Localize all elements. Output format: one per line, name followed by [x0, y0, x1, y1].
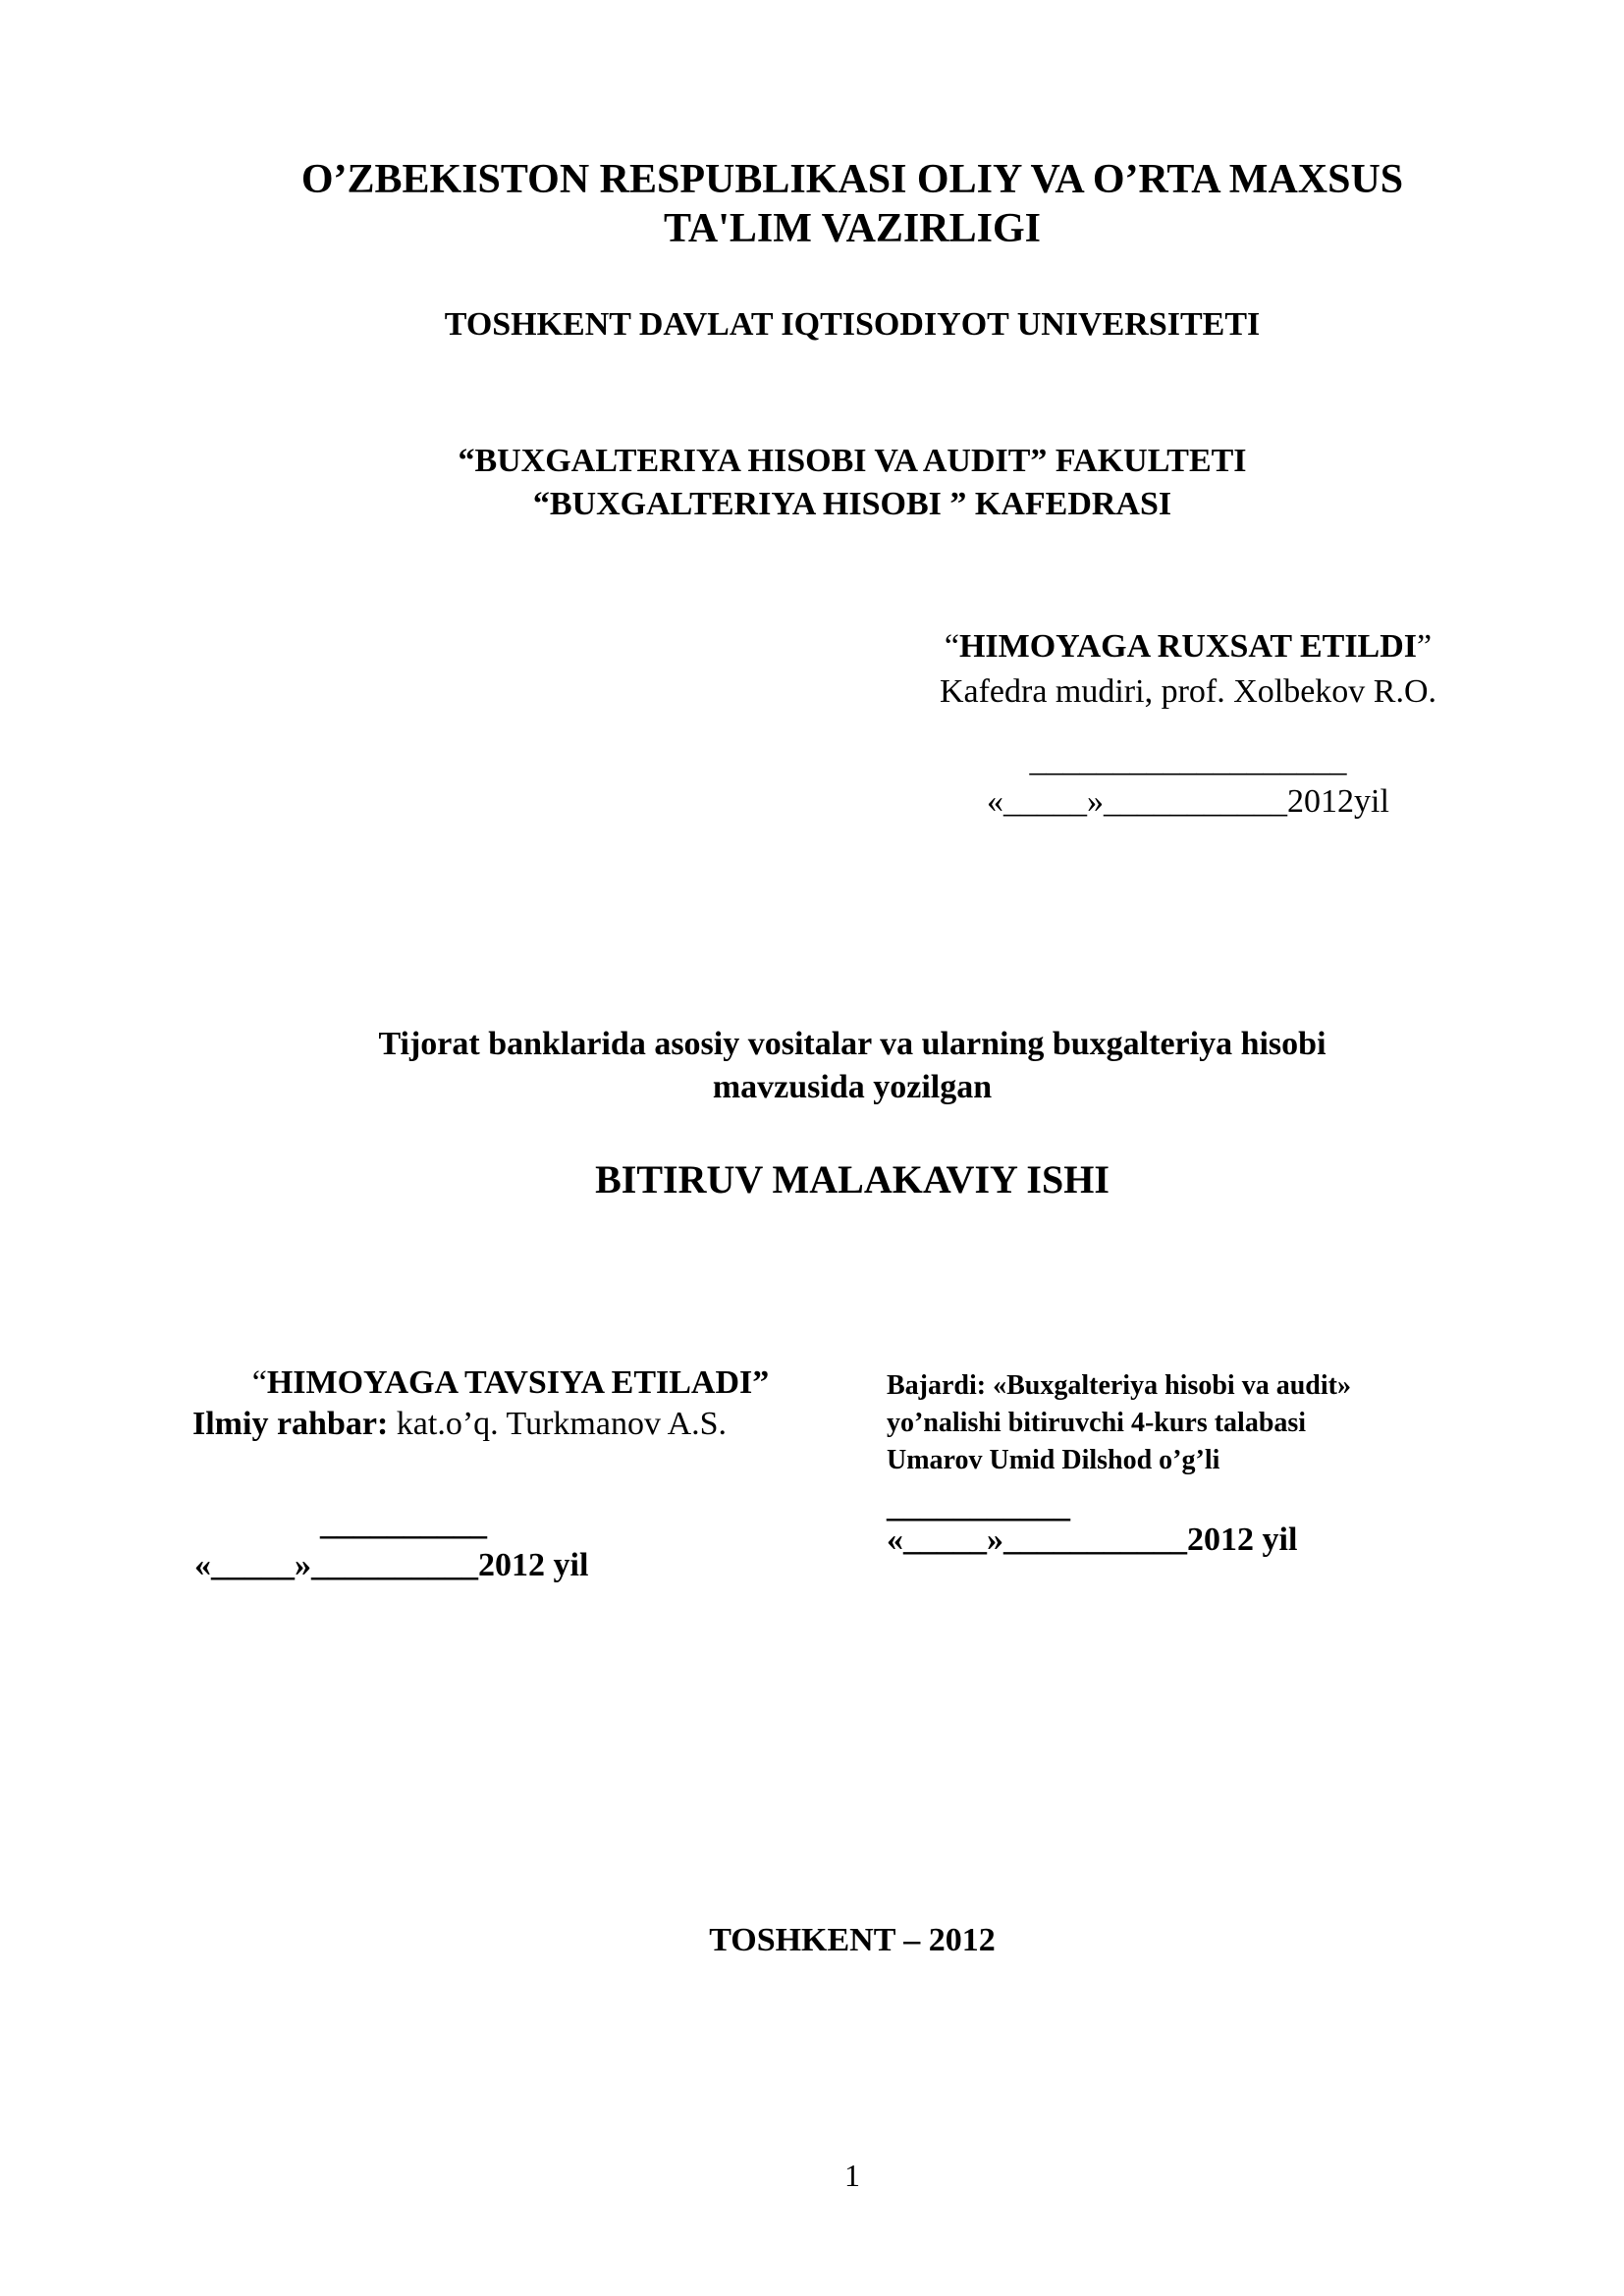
approval-title	[884, 628, 1492, 666]
advisor-role-label: Ilmiy rahbar:	[192, 1406, 389, 1442]
department-name: “BUXGALTERIYA HISOBI ” KAFEDRASI	[532, 486, 1172, 522]
page-number: 1	[844, 2158, 860, 2193]
department-head: Kafedra mudiri, prof. Xolbekov R.O.	[939, 673, 1437, 710]
student-line-2: yo’nalishi bitiruvchi 4-kurs talabasi	[887, 1408, 1307, 1438]
ministry-line-1: O’ZBEKISTON RESPUBLIKASI OLIY VA O’RTA MAXSUS	[300, 157, 1404, 202]
city-year: TOSHKENT – 2012	[709, 1922, 996, 1958]
faculty-name: “BUXGALTERIYA HISOBI VA AUDIT” FAKULTETI	[458, 443, 1247, 479]
student-name: Umarov Umid Dilshod o’g’li	[887, 1445, 1220, 1475]
faculty-block	[0, 440, 1624, 526]
thesis-topic-line-2: mavzusida yozilgan	[712, 1069, 993, 1105]
student-signature-line: ___________	[887, 1488, 1070, 1524]
thesis-topic-line-1: Tijorat banklarida asosiy vositalar va ularning buxgalteriya hisobi	[378, 1026, 1326, 1062]
advisor-name-text: kat.o’q. Turkmanov A.S.	[388, 1406, 728, 1442]
advisor-name	[192, 1406, 727, 1443]
approval-close-quote: ”	[1417, 628, 1433, 665]
approval-date: «_____»___________2012yil	[987, 783, 1389, 820]
ministry-name	[0, 155, 1624, 253]
thesis-topic	[0, 1023, 1624, 1109]
advisor-recommendation	[196, 1364, 825, 1402]
advisor-signature-line: __________	[320, 1506, 487, 1542]
ministry-line-2: TA'LIM VAZIRLIGI	[664, 206, 1041, 251]
university-name: TOSHKENT DAVLAT IQTISODIYOT UNIVERSITETI	[444, 306, 1261, 343]
thesis-type: BITIRUV MALAKAVIY ISHI	[595, 1157, 1110, 1201]
advisor-date: «_____»__________2012 yil	[194, 1547, 589, 1583]
approval-open-quote: “	[944, 628, 959, 665]
advisor-open-quote: “	[251, 1364, 267, 1401]
student-date: «_____»___________2012 yil	[887, 1522, 1298, 1558]
approval-signature-line: ___________________	[1029, 742, 1347, 778]
advisor-recommendation-text: HIMOYAGA TAVSIYA ETILADI”	[266, 1364, 770, 1401]
student-line-1: Bajardi: «Buxgalteriya hisobi va audit»	[887, 1370, 1351, 1401]
approval-title-text: HIMOYAGA RUXSAT ETILDI	[958, 628, 1418, 665]
